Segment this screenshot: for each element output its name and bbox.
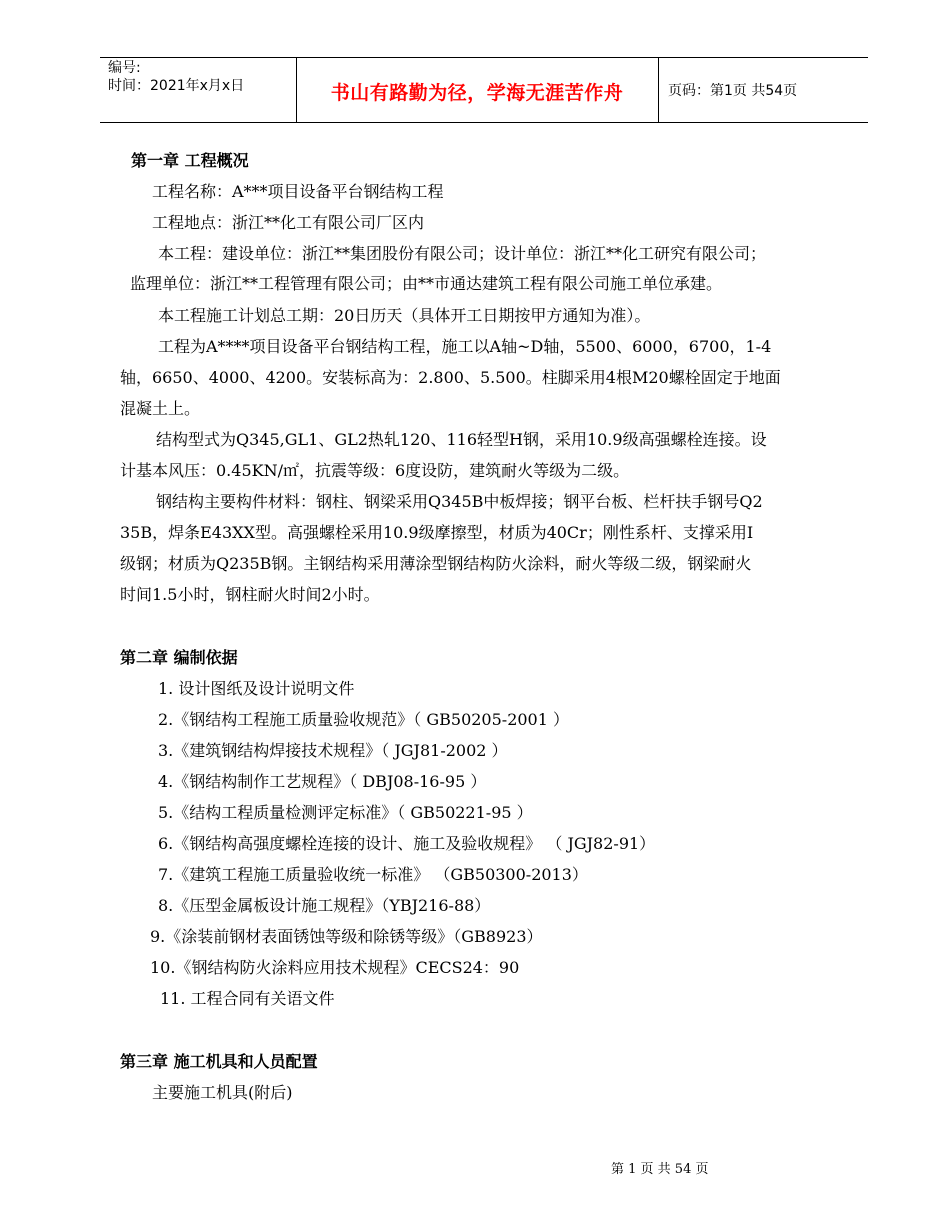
page-footer: 第 1 页 共 54 页 [611, 1162, 709, 1177]
basis-item-6: 6.《钢结构高强度螺栓连接的设计、施工及验收规程》 （ JGJ82-91） [158, 834, 656, 853]
header-divider-right [658, 57, 659, 122]
para1-line1: 本工程：建设单位：浙江**集团股份有限公司；设计单位：浙江**化工研究有限公司； [158, 244, 767, 263]
para3-line2: 计基本风压：0.45KN/㎡，抗震等级：6度设防，建筑耐火等级为二级。 [120, 461, 630, 480]
para4-line1: 钢结构主要构件材料：钢柱、钢梁采用Q345B中板焊接；钢平台板、栏杆扶手钢号Q2 [156, 492, 763, 511]
basis-item-4: 4.《钢结构制作工艺规程》（ DBJ08-16-95 ） [158, 772, 487, 791]
para2-line2: 轴，6650、4000、4200。安装标高为：2.800、5.500。柱脚采用4根M20螺栓固定于地面 [120, 368, 781, 387]
para2-line3: 混凝土上。 [120, 399, 201, 418]
basis-item-8: 8.《压型金属板设计施工规程》（YBJ216-88） [158, 896, 491, 915]
para4-line3: 级钢；材质为Q235B钢。主钢结构采用薄涂型钢结构防火涂料，耐火等级二级，钢梁耐火 [120, 554, 752, 573]
basis-item-10: 10.《钢结构防火涂料应用技术规程》CECS24：90 [150, 958, 520, 977]
project-name: 工程名称：A***项目设备平台钢结构工程 [152, 182, 444, 201]
basis-item-1: 1. 设计图纸及设计说明文件 [158, 679, 355, 698]
header-meta [108, 59, 244, 95]
para4-line2: 35B，焊条E43XX型。高强螺栓采用10.9级摩擦型，材质为40Cr；刚性系杆、支撑采用Ⅰ [120, 523, 754, 542]
basis-item-7: 7.《建筑工程施工质量验收统一标准》 （GB50300-2013） [158, 865, 588, 884]
para4-line4: 时间1.5小时，钢柱耐火时间2小时。 [120, 585, 380, 604]
schedule-line: 本工程施工计划总工期：20日历天（具体开工日期按甲方通知为准）。 [158, 306, 651, 325]
chapter2-title: 第二章 编制依据 [120, 648, 238, 667]
chapter3-title: 第三章 施工机具和人员配置 [120, 1052, 318, 1071]
equipment-note: 主要施工机具(附后) [152, 1083, 293, 1102]
header-top-rule [100, 57, 868, 58]
para2-line1: 工程为A****项目设备平台钢结构工程，施工以A轴~D轴，5500、6000，6700，1-4 [158, 337, 772, 356]
project-location: 工程地点：浙江**化工有限公司厂区内 [152, 213, 425, 232]
basis-item-9: 9.《涂装前钢材表面锈蚀等级和除锈等级》（GB8923） [150, 927, 543, 946]
para3-line1: 结构型式为Q345,GL1、GL2热轧120、116轻型H钢，采用10.9级高强螺栓连接。设 [156, 430, 767, 449]
para1-line2: 监理单位：浙江**工程管理有限公司；由**市通达建筑工程有限公司施工单位承建。 [130, 274, 723, 293]
basis-item-2: 2.《钢结构工程施工质量验收规范》（ GB50205-2001 ） [158, 710, 570, 729]
basis-item-5: 5.《结构工程质量检测评定标准》（ GB50221-95 ） [158, 803, 533, 822]
basis-item-11: 11. 工程合同有关语文件 [160, 989, 335, 1008]
chapter1-title: 第一章 工程概况 [131, 151, 249, 170]
document-number-label: 编号: [108, 60, 141, 76]
basis-item-3: 3.《建筑钢结构焊接技术规程》（ JGJ81-2002 ） [158, 741, 508, 760]
header-motto: 书山有路勤为径，学海无涯苦作舟 [330, 82, 624, 104]
document-time: 时间：2021年x月x日 [108, 78, 245, 94]
header-bottom-rule [100, 122, 868, 123]
header-page-info: 页码：第1页 共54页 [668, 83, 798, 99]
